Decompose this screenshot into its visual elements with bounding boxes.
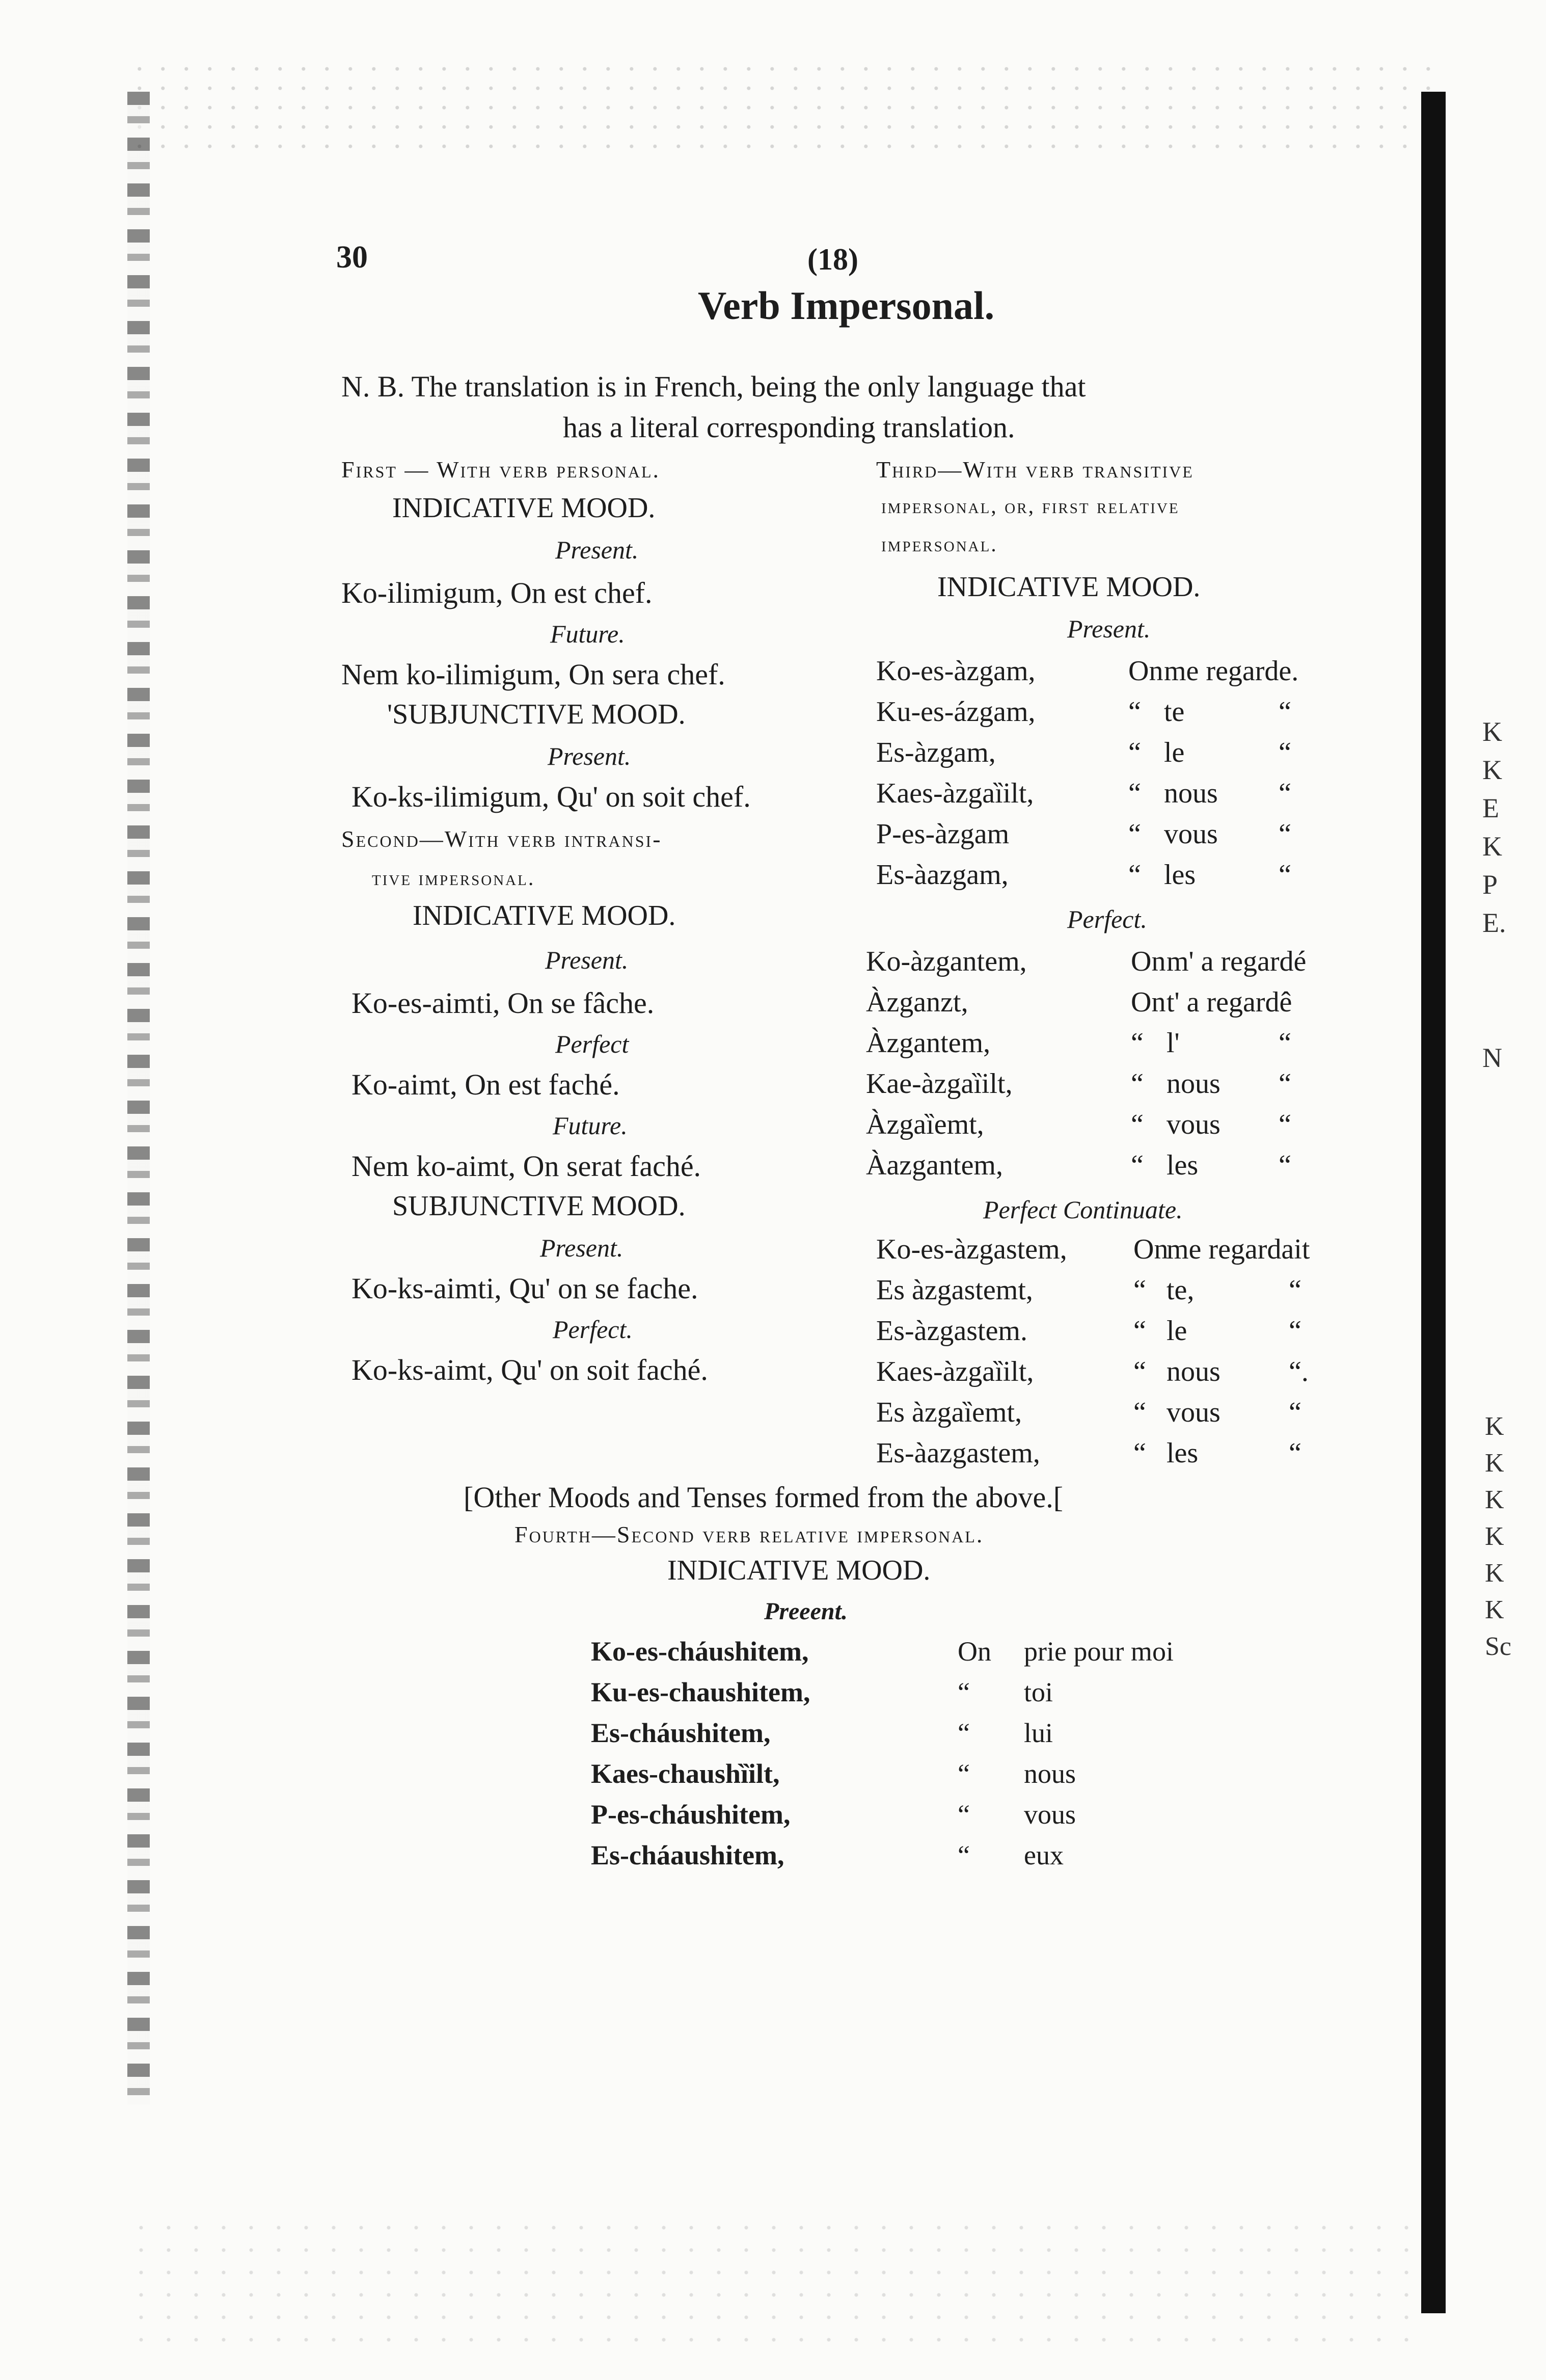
ditto-mark: On (1131, 946, 1166, 977)
conjugation-word: Ko-es-àzgam, (876, 655, 1036, 687)
left-row: Ko-ilimigum, On est chef. (341, 576, 653, 609)
left-present: Present. (540, 1234, 623, 1262)
left-perfect: Perfect. (553, 1315, 633, 1344)
right-perfect-continuate: Perfect Continuate. (983, 1195, 1183, 1224)
conjugation-word: Kaes-àzgaȉilt, (876, 778, 1034, 809)
margin-letter: Sc (1485, 1632, 1511, 1661)
ditto-mark-trailing: “ (1279, 1149, 1291, 1181)
page-edge-bar (1421, 92, 1446, 2313)
ditto-mark-trailing: “ (1279, 859, 1291, 891)
ditto-mark: On (1133, 1234, 1169, 1265)
conjugation-word: Es-àzgam, (876, 737, 996, 768)
conjugation-word: Àzgantem, (866, 1027, 991, 1059)
conjugation-word: Ko-es-àzgastem, (876, 1234, 1067, 1265)
left-indicative-mood: INDICATIVE MOOD. (392, 492, 656, 524)
pronoun-translation: vous (1164, 818, 1218, 850)
second-heading: Second—With verb intransi- (341, 826, 662, 852)
ditto-mark: “ (1128, 778, 1141, 809)
pronoun-translation: les (1167, 1437, 1199, 1469)
ditto-mark: “ (1133, 1437, 1146, 1469)
margin-letter: E (1482, 793, 1499, 823)
left-row: Nem ko-ilimigum, On sera chef. (341, 658, 725, 691)
bottom-present: Preeent. (764, 1598, 848, 1625)
margin-letter: K (1485, 1485, 1504, 1514)
ditto-mark-trailing: “ (1279, 818, 1291, 850)
left-future: Future. (553, 1111, 628, 1140)
pronoun-translation: eux (1024, 1840, 1064, 1870)
conjugation-word: Es àzgaȉemt, (876, 1397, 1022, 1428)
pronoun-translation: vous (1167, 1397, 1220, 1428)
left-row: Ko-ks-ilimigum, Qu' on soit chef. (351, 780, 751, 813)
left-present: Present. (545, 946, 629, 974)
ditto-mark: “ (1128, 737, 1141, 768)
left-present: Present. (555, 536, 639, 564)
left-row: Ko-ks-aimt, Qu' on soit faché. (351, 1353, 708, 1386)
right-indicative-mood: INDICATIVE MOOD. (937, 571, 1201, 603)
ditto-mark: “ (1131, 1068, 1144, 1100)
ditto-mark-trailing: “ (1279, 696, 1291, 728)
binding-gutter (127, 92, 150, 2104)
conjugation-word: Kaes-chaushȉilt, (591, 1758, 780, 1789)
fourth-heading: Fourth—Second verb relative impersonal. (514, 1521, 984, 1547)
conjugation-word: Kaes-àzgaȉilt, (876, 1356, 1034, 1387)
ditto-mark-trailing: “ (1289, 1397, 1301, 1428)
pronoun-translation: te (1164, 696, 1185, 728)
conjugation-word: Ko-àzgantem, (866, 946, 1027, 977)
left-row: Ko-ks-aimti, Qu' on se fache. (351, 1272, 698, 1305)
ditto-mark: “ (1128, 818, 1141, 850)
scan-noise-bottom (127, 2216, 1431, 2349)
ditto-mark: On (1128, 655, 1163, 687)
ditto-mark-trailing: “ (1279, 1027, 1291, 1059)
conjugation-word: P-es-cháushitem, (591, 1799, 791, 1830)
left-row: Ko-aimt, On est faché. (351, 1068, 620, 1101)
pronoun-translation: vous (1167, 1109, 1220, 1140)
left-perfect: Perfect (555, 1030, 629, 1058)
third-heading-cont: impersonal, or, first relative (881, 495, 1180, 518)
right-perfect: Perfect. (1067, 905, 1147, 933)
ditto-mark: “ (1128, 859, 1141, 891)
ditto-mark: “ (958, 1840, 970, 1870)
pronoun-translation: l' (1167, 1027, 1180, 1059)
section-number: (18) (807, 243, 858, 276)
ditto-mark-trailing: “ (1289, 1274, 1301, 1306)
ditto-mark: On (1131, 986, 1166, 1018)
left-row: Ko-es-aimti, On se fâche. (351, 986, 655, 1020)
scan-noise-top (132, 61, 1436, 163)
conjugation-word: Àzgaȉemt, (866, 1109, 984, 1140)
third-heading-cont: impersonal. (881, 533, 998, 556)
left-present: Present. (548, 742, 631, 770)
ditto-mark-trailing: “ (1289, 1315, 1301, 1347)
left-row: Nem ko-aimt, On serat faché. (351, 1149, 701, 1183)
margin-letter: K (1482, 755, 1502, 785)
margin-letter: P (1482, 869, 1498, 900)
ditto-mark: On (958, 1636, 991, 1667)
ditto-mark: “ (1131, 1149, 1144, 1181)
ditto-mark-trailing: “ (1279, 737, 1291, 768)
ditto-mark-trailing: “ (1279, 1109, 1291, 1140)
pronoun-translation: t' a regardê (1167, 986, 1292, 1018)
margin-letter: K (1485, 1559, 1504, 1588)
conjugation-word: Àzganzt, (866, 986, 968, 1018)
pronoun-translation: vous (1024, 1799, 1076, 1830)
conjugation-word: Ko-es-cháushitem, (591, 1636, 809, 1667)
conjugation-word: Es-àzgastem. (876, 1315, 1027, 1347)
pronoun-translation: m' a regardé (1167, 946, 1307, 977)
first-heading: First — With verb personal. (341, 457, 661, 483)
margin-letter: K (1485, 1449, 1504, 1478)
conjugation-word: Es-àazgam, (876, 859, 1009, 891)
conjugation-word: P-es-àzgam (876, 818, 1010, 850)
ditto-mark: “ (958, 1677, 970, 1707)
ditto-mark: “ (1128, 696, 1141, 728)
pronoun-translation: nous (1024, 1758, 1076, 1789)
margin-letter: K (1482, 716, 1502, 747)
second-heading-cont: tive impersonal. (372, 867, 535, 890)
ditto-mark: “ (958, 1799, 970, 1830)
conjugation-word: Àazgantem, (866, 1149, 1003, 1181)
margin-letter: K (1485, 1522, 1504, 1551)
bottom-indicative-mood: INDICATIVE MOOD. (667, 1555, 931, 1586)
left-indicative-mood: INDICATIVE MOOD. (413, 900, 676, 931)
left-subjunctive-mood: SUBJUNCTIVE MOOD. (392, 1190, 686, 1222)
pronoun-translation: le (1164, 737, 1185, 768)
ditto-mark: “ (958, 1758, 970, 1789)
margin-letter: K (1482, 831, 1502, 862)
other-moods-note: [Other Moods and Tenses formed from the above.[ (464, 1481, 1064, 1514)
page-number: 30 (336, 240, 368, 275)
conjugation-word: Es-cháushitem, (591, 1718, 771, 1748)
pronoun-translation: me regarde. (1164, 655, 1299, 687)
ditto-mark: “ (958, 1718, 970, 1748)
pronoun-translation: le (1167, 1315, 1187, 1347)
conjugation-word: Es-cháaushitem, (591, 1840, 784, 1870)
margin-letter: E. (1482, 907, 1506, 938)
conjugation-word: Ku-es-ázgam, (876, 696, 1036, 728)
ditto-mark: “ (1133, 1274, 1146, 1306)
ditto-mark-trailing: “ (1279, 1068, 1291, 1100)
pronoun-translation: nous (1164, 778, 1218, 809)
left-subjunctive-mood: 'SUBJUNCTIVE MOOD. (387, 699, 686, 730)
ditto-mark: “ (1133, 1356, 1146, 1387)
right-present: Present. (1067, 614, 1151, 643)
note-line-2: has a literal corresponding translation. (563, 411, 1015, 444)
pronoun-translation: les (1167, 1149, 1199, 1181)
margin-letter: K (1485, 1412, 1504, 1441)
pronoun-translation: les (1164, 859, 1196, 891)
pronoun-translation: prie pour moi (1024, 1636, 1174, 1667)
left-future: Future. (550, 620, 625, 648)
conjugation-word: Es-àazgastem, (876, 1437, 1040, 1469)
conjugation-word: Es àzgastemt, (876, 1274, 1033, 1306)
ditto-mark-trailing: “. (1289, 1356, 1309, 1387)
ditto-mark: “ (1133, 1397, 1146, 1428)
third-heading: Third—With verb transitive (876, 457, 1194, 483)
note-line-1: N. B. The translation is in French, being the only language that (341, 370, 1086, 403)
pronoun-translation: nous (1167, 1356, 1220, 1387)
ditto-mark: “ (1131, 1109, 1144, 1140)
ditto-mark: “ (1131, 1027, 1144, 1059)
conjugation-word: Kae-àzgaȉilt, (866, 1068, 1013, 1100)
pronoun-translation: te, (1167, 1274, 1195, 1306)
pronoun-translation: me regardait (1167, 1234, 1310, 1265)
pronoun-translation: lui (1024, 1718, 1053, 1748)
conjugation-word: Ku-es-chaushitem, (591, 1677, 810, 1707)
ditto-mark-trailing: “ (1279, 778, 1291, 809)
margin-letter: K (1485, 1595, 1504, 1624)
pronoun-translation: nous (1167, 1068, 1220, 1100)
pronoun-translation: toi (1024, 1677, 1053, 1707)
ditto-mark: “ (1133, 1315, 1146, 1347)
margin-letter: N (1482, 1042, 1502, 1073)
ditto-mark-trailing: “ (1289, 1437, 1301, 1469)
page-title: Verb Impersonal. (698, 283, 995, 328)
